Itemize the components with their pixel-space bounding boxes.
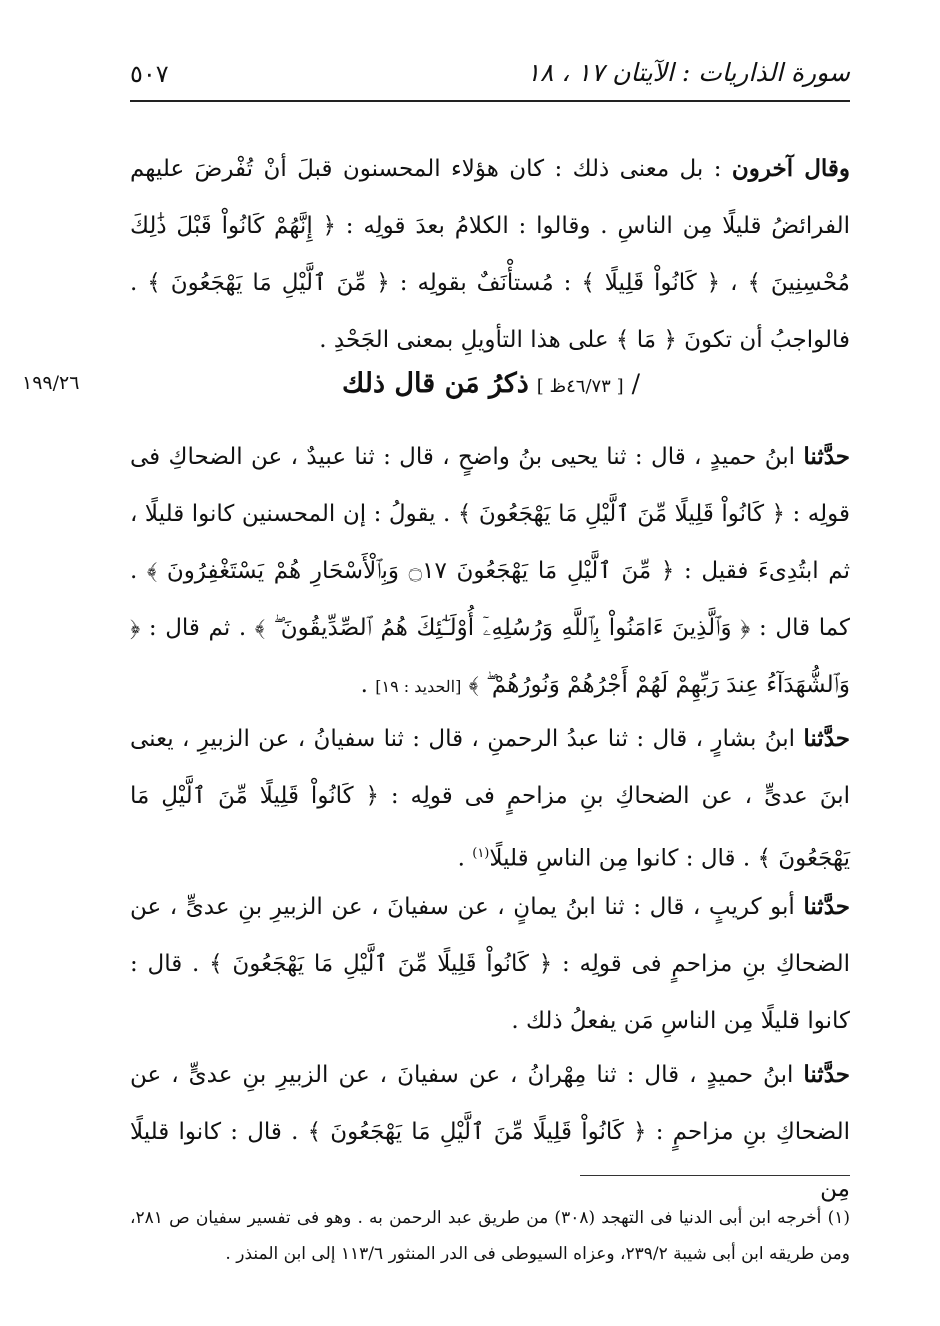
paragraph-text: أبو كريبٍ ، قال : ثنا ابنُ يمانٍ ، عن سفيانَ ، عن الزبيرِ بنِ عدىٍّ ، عن الضحاكِ بنِ مزاحمٍ فى قولِه : ﴿ كَانُواْ قَلِيلًا مِّنَ ٱلَّيْلِ مَا يَهْجَعُونَ ﴾ . قال : كانوا قليلًا مِن الناسِ مَن يفعلُ ذلك . xyxy=(130,894,850,1034)
page-header xyxy=(130,56,850,102)
paragraph-lead: حدَّثنا xyxy=(803,725,850,752)
paragraph-text: ابنُ حميدٍ ، قال : ثنا مِهْرانُ ، عن سفيانَ ، عن الزبيرِ بنِ عدىٍّ ، عن الضحاكِ بنِ مزاحمٍ : ﴿ كَانُواْ قَلِيلًا مِّنَ ٱلَّيْلِ مَا يَهْجَعُونَ ﴾ . قال : كانوا قليلًا مِن xyxy=(130,1062,850,1202)
hadith-paragraph-1 xyxy=(130,428,850,715)
running-title: سورة الذاريات : الآيتان ١٧ ، ١٨ xyxy=(526,58,850,87)
footnote xyxy=(130,1200,850,1272)
paragraph-lead: حدَّثنا xyxy=(803,443,851,470)
paragraph-text: ابنُ حميدٍ ، قال : ثنا يحيى بنُ واضحٍ ، قال : ثنا عبيدٌ ، عن الضحاكِ فى قولِه : ﴿ كَانُواْ قَلِيلًا مِّنَ ٱلَّيْلِ مَا يَهْجَعُونَ ﴾ . يقولُ : إن المحسنين كانوا قليلًا ، ثم ابتُدِىءَ فقيل : ﴿ مِّنَ ٱلَّيْلِ مَا يَهْجَعُونَ ۝١٧ وَبِٱلْأَسْحَارِ هُمْ يَسْتَغْفِرُونَ ﴾ . كما قال : ﴿ وَٱلَّذِينَ ءَامَنُواْ بِٱللَّهِ وَرُسُلِهِۦٓ أُوْلَـٰٓئِكَ هُمُ ٱلصِّدِّيقُونَ ۖ ﴾ . ثم قال : ﴿ وَٱلشُّهَدَآءُ عِندَ رَبِّهِمْ لَهُمْ أَجْرُهُمْ وَنُورُهُمْ ۖ ﴾ xyxy=(130,444,850,698)
paragraph-lead: حدَّثنا xyxy=(803,893,850,920)
paragraph-tail: . xyxy=(457,845,465,872)
footnote-marker[interactable]: (١) xyxy=(472,846,490,861)
footnote-text: (١) أخرجه ابن أبى الدنيا فى التهجد (٣٠٨) من طريق عبد الرحمن به . وهو فى تفسير سفيان ص ٢٨١، ومن طريقه ابن أبى شيبة ٢٣٩/٢، وعزاه السيوطى فى الدر المنثور ١١٣/٦ إلى ابن المنذر . xyxy=(130,1208,850,1264)
verse-citation: [الحديد : ١٩] xyxy=(375,677,462,696)
section-marker: / xyxy=(631,369,640,398)
intro-text: : بل معنى ذلك : كان هؤلاء المحسنون قبلَ أنْ تُفْرضَ عليهم الفرائضُ قليلًا مِن الناسِ . وقالوا : الكلامُ بعدَ قولِه : ﴿ إِنَّهُمْ كَانُواْ قَبْلَ ذَٰلِكَ مُحْسِنِينَ ﴾ ، ﴿ كَانُواْ قَلِيلًا ﴾ : مُستأْنَفٌ بقولِه : ﴿ مِّنَ ٱلَّيْلِ مَا يَهْجَعُونَ ﴾ . فالواجبُ أن تكونَ ﴿ مَا ﴾ على هذا التأويلِ بمعنى الجَحْدِ . xyxy=(130,156,850,353)
paragraph-lead: حدَّثنا xyxy=(803,1061,850,1088)
footnote-divider xyxy=(580,1175,850,1176)
hadith-paragraph-2 xyxy=(130,710,850,888)
section-title: ذكرُ مَن قال ذلك xyxy=(342,368,529,399)
section-heading xyxy=(130,368,640,399)
margin-reference: ١٩٩/٢٦ xyxy=(22,372,80,394)
manuscript-ref: [ ٤٦/٧٣ظ ] xyxy=(536,376,624,397)
hadith-paragraph-4 xyxy=(130,1046,850,1218)
paragraph-tail: . xyxy=(360,672,368,698)
intro-lead: وقال آخرون xyxy=(731,155,851,182)
intro-paragraph xyxy=(130,140,850,369)
hadith-paragraph-3 xyxy=(130,878,850,1050)
page-number: ٥٠٧ xyxy=(130,60,169,88)
paragraph-text: ابنُ بشارٍ ، قال : ثنا عبدُ الرحمنِ ، قال : ثنا سفيانُ ، عن الزبيرِ ، يعنى ابنَ عدىٍّ ، عن الضحاكِ بنِ مزاحمٍ فى قولِه : ﴿ كَانُواْ قَلِيلًا مِّنَ ٱلَّيْلِ مَا يَهْجَعُونَ ﴾ . قال : كانوا مِن الناسِ قليلًا xyxy=(130,726,850,872)
